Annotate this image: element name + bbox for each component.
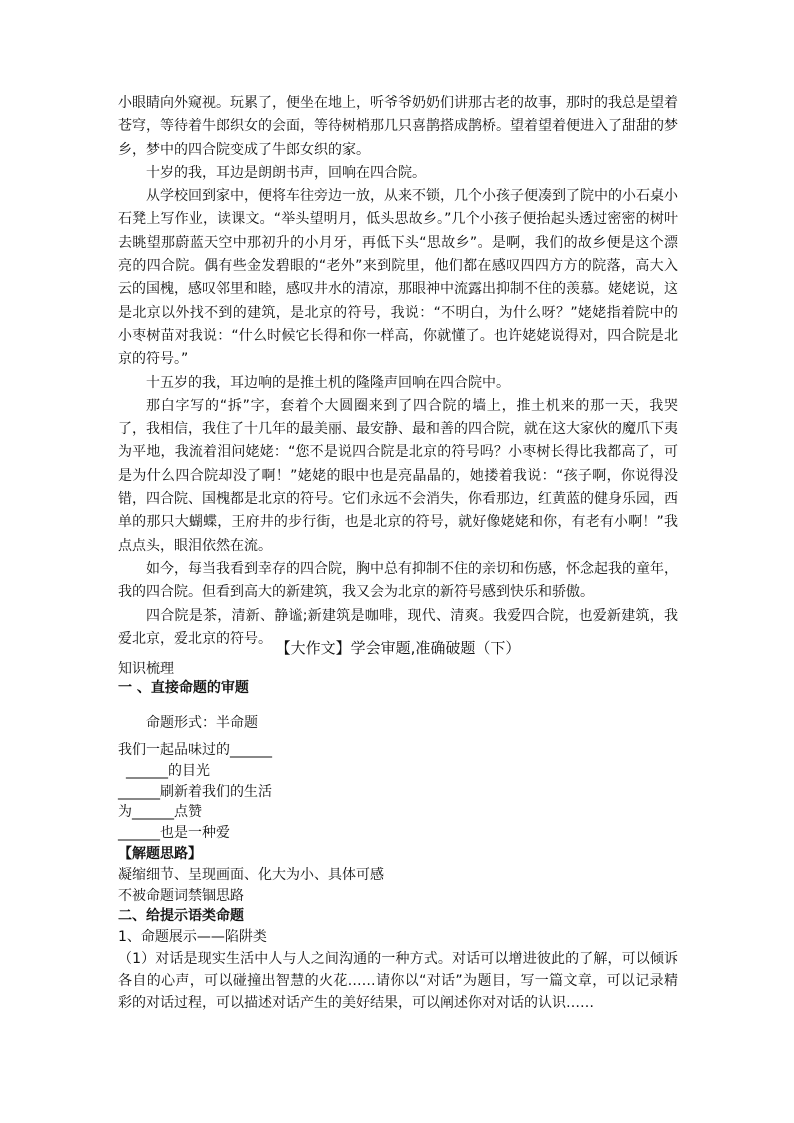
essay-paragraph-7: 四合院是茶，清新、静谧;新建筑是咖啡，现代、清爽。我爱四合院，也爱新建筑，我爱北京，爱北京的符号。 (118, 607, 678, 647)
essay-paragraph-6: 如今，每当我看到幸存的四合院，胸中总有抑制不住的亲切和伤感，怀念起我的童年，我的四合院。但看到高大的新建筑，我又会为北京的新符号感到快乐和骄傲。 (118, 560, 678, 601)
section-heading: 【大作文】学会审题,准确破题（下） (275, 639, 521, 657)
essay-body (118, 92, 678, 651)
approach-line: 凝缩细节、呈现画面、化大为小、具体可感 (118, 866, 384, 883)
approach-line: 不被命题词禁锢思路 (118, 887, 244, 904)
prompt-item: 我们一起品味过的______ (118, 742, 272, 758)
prompt-item: 为______点赞 (118, 804, 202, 821)
prompt-item: ______刷新着我们的生活 (118, 783, 272, 800)
approach-title: 【解题思路】 (118, 845, 202, 862)
prompt-item: ______也是一种爱 (118, 825, 230, 842)
form-label: 命题形式：半命题 (146, 715, 258, 731)
section-1-title: 一 、直接命题的审题 (118, 680, 249, 696)
subsection-title: 1、命题展示——陷阱类 (118, 929, 267, 946)
essay-paragraph-4: 十五岁的我，耳边响的是推土机的隆隆声回响在四合院中。 (146, 374, 510, 391)
essay-paragraph-2: 十岁的我，耳边是朗朗书声，回响在四合院。 (146, 164, 426, 181)
prompt-item: ______的目光 (126, 762, 210, 779)
lesson-notes (118, 660, 678, 1014)
prompt-paragraph: （1）对话是现实生活中人与人之间沟通的一种方式。对话可以增进彼此的了解，可以倾诉各自的心声，可以碰撞出智慧的火花……请你以“对话”为题目，写一篇文章，可以记录精彩的对话过程，可以描述对话产生的美好结果，可以阐述你对对话的认识…… (118, 950, 678, 1011)
essay-paragraph-3: 从学校回到家中，便将车往旁边一放，从来不锁，几个小孩子便凑到了院中的小石桌小石凳上写作业，读课文。“举头望明月，低头思故乡。”几个小孩子便抬起头透过密密的树叶去眺望那蔚蓝天空中那初升的小月牙，再低下头“思故乡”。是啊，我们的故乡便是这个漂亮的四合院。偶有些金发碧眼的“老外”来到院里，他们都在感叹四四方方的院落，高大入云的国槐，感叹邻里和睦，感叹井水的清凉，那眼神中流露出抑制不住的羡慕。姥姥说，这是北京以外找不到的建筑，是北京的符号，我说：“不明白，为什么呀？”姥姥指着院中的小枣树苗对我说：“什么时候它长得和你一样高，你就懂了。也许姥姥说得对，四合院是北京的符号。” (118, 188, 678, 368)
knowledge-label: 知识梳理 (118, 661, 174, 677)
essay-paragraph-5: 那白字写的“拆”字，套着个大圆圈来到了四合院的墙上，推土机来的那一天，我哭了，我相信，我住了十几年的最美丽、最安静、最和善的四合院，就在这大家伙的魔爪下夷为平地，我流着泪问姥姥：“您不是说四合院是北京的符号吗？小枣树长得比我都高了，可是为什么四合院却没了啊！”姥姥的眼中也是亮晶晶的，她搂着我说：“孩子啊，你说得没错，四合院、国槐都是北京的符号。它们永远不会消失，你看那边，红黄蓝的健身乐园，西单的那只大蝴蝶，王府井的步行街，也是北京的符号，就好像姥姥和你，有老有小啊！”我点点头，眼泪依然在流。 (118, 397, 678, 554)
section-2-title: 二、给提示语类命题 (118, 908, 244, 925)
essay-paragraph-1: 小眼睛向外窥视。玩累了，便坐在地上，听爷爷奶奶们讲那古老的故事，那时的我总是望着苍穹，等待着牛郎织女的会面，等待树梢那几只喜鹊搭成鹊桥。望着望着便进入了甜甜的梦乡，梦中的四合院变成了牛郎女织的家。 (118, 95, 678, 158)
